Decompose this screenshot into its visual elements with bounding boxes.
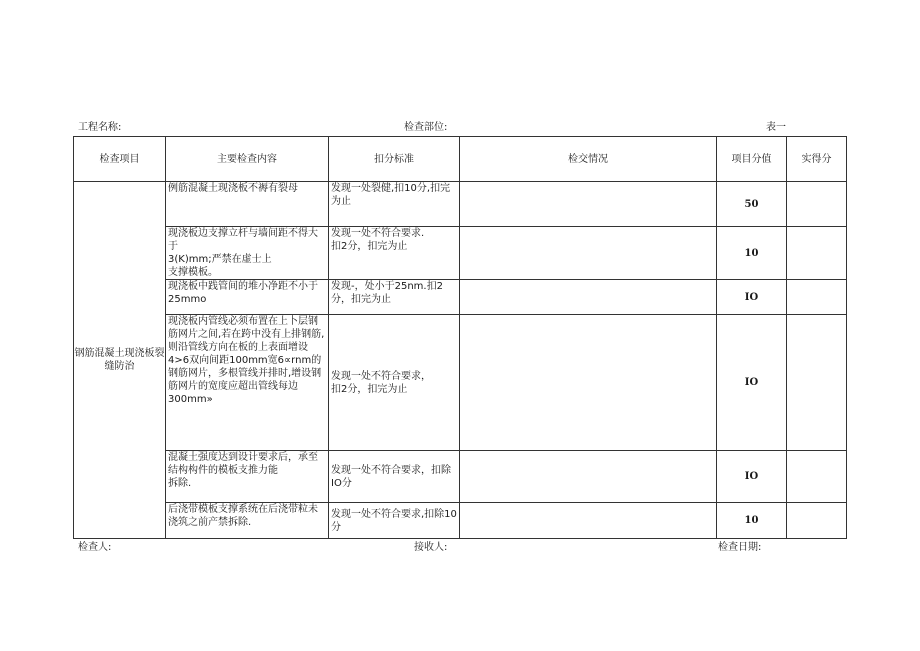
table-row	[74, 451, 847, 503]
deduction-cell: 发现-，处小于25nm.扣2 分，扣完为止	[329, 280, 460, 315]
actual-score-cell[interactable]	[787, 227, 847, 280]
content-cell: 后浇带模板支撑系统在后浇带粒未浇筑之前产禁拆除.	[166, 503, 329, 539]
col-header-score: 项目分值	[717, 137, 787, 182]
deduction-cell: 发现一处不符合要求， 扣2分，扣完为止	[329, 315, 460, 451]
score-cell: 50	[717, 182, 787, 227]
score-cell: 10	[717, 227, 787, 280]
table-row	[74, 182, 847, 227]
deduction-cell: 发现一处裂健,扣10分,扣完为止	[329, 182, 460, 227]
score-cell: IO	[717, 451, 787, 503]
table-header-row	[74, 137, 847, 182]
col-header-result: 检交情况	[460, 137, 717, 182]
content-cell: 现浇板边支撑立杆与墙间距不得大于 3(K)mm;严禁在虚士上 支撑模板。	[166, 227, 329, 280]
deduction-cell: 发现一处不符合要求，扣除IO分	[329, 451, 460, 503]
result-cell[interactable]	[460, 227, 717, 280]
category-cell: 钢筋混凝土现浇板裂缝防治	[74, 182, 166, 539]
score-cell: IO	[717, 315, 787, 451]
location-label: 检查部位:	[404, 122, 448, 133]
table-row	[74, 503, 847, 539]
actual-score-cell[interactable]	[787, 451, 847, 503]
content-cell: 现浇板中践管间的堆小净距不小于 25mmo	[166, 280, 329, 315]
table-label: 表一	[766, 122, 786, 133]
content-cell: 混凝土强度达到设计要求后，承至结构构件的模板支推力能 拆除.	[166, 451, 329, 503]
score-cell: 10	[717, 503, 787, 539]
project-name-label: 工程名称:	[78, 122, 122, 133]
result-cell[interactable]	[460, 451, 717, 503]
deduction-cell: 发现一处不符合要求,扣除10分	[329, 503, 460, 539]
inspection-table	[73, 136, 847, 539]
score-cell: IO	[717, 280, 787, 315]
actual-score-cell[interactable]	[787, 315, 847, 451]
col-header-item: 检查项目	[74, 137, 166, 182]
actual-score-cell[interactable]	[787, 182, 847, 227]
col-header-content: 主要检查内容	[166, 137, 329, 182]
content-cell: 例筋混凝土现浇板不褥有裂母	[166, 182, 329, 227]
actual-score-cell[interactable]	[787, 503, 847, 539]
table-row	[74, 280, 847, 315]
actual-score-cell[interactable]	[787, 280, 847, 315]
col-header-actual: 实得分	[787, 137, 847, 182]
table-row	[74, 227, 847, 280]
result-cell[interactable]	[460, 503, 717, 539]
result-cell[interactable]	[460, 182, 717, 227]
inspector-label: 检查人:	[78, 542, 112, 553]
deduction-cell: 发现一处不符合要求. 扣2分，扣完为止	[329, 227, 460, 280]
inspection-date-label: 检查日期:	[718, 542, 762, 553]
col-header-deduction: 扣分标准	[329, 137, 460, 182]
receiver-label: 接收人:	[414, 542, 448, 553]
result-cell[interactable]	[460, 280, 717, 315]
result-cell[interactable]	[460, 315, 717, 451]
content-cell: 现浇板内管线必须布置在上卜层钢筋网片之间,若在跨中没有上排钢筋,则沿管线方向在板的上表面增设4>6双向间距100mm宽6∝rnm的钢筋网片，多根管线并排时,增设钢筋网片的宽度应超出管线每边300mm»	[166, 315, 329, 451]
table-row	[74, 315, 847, 451]
